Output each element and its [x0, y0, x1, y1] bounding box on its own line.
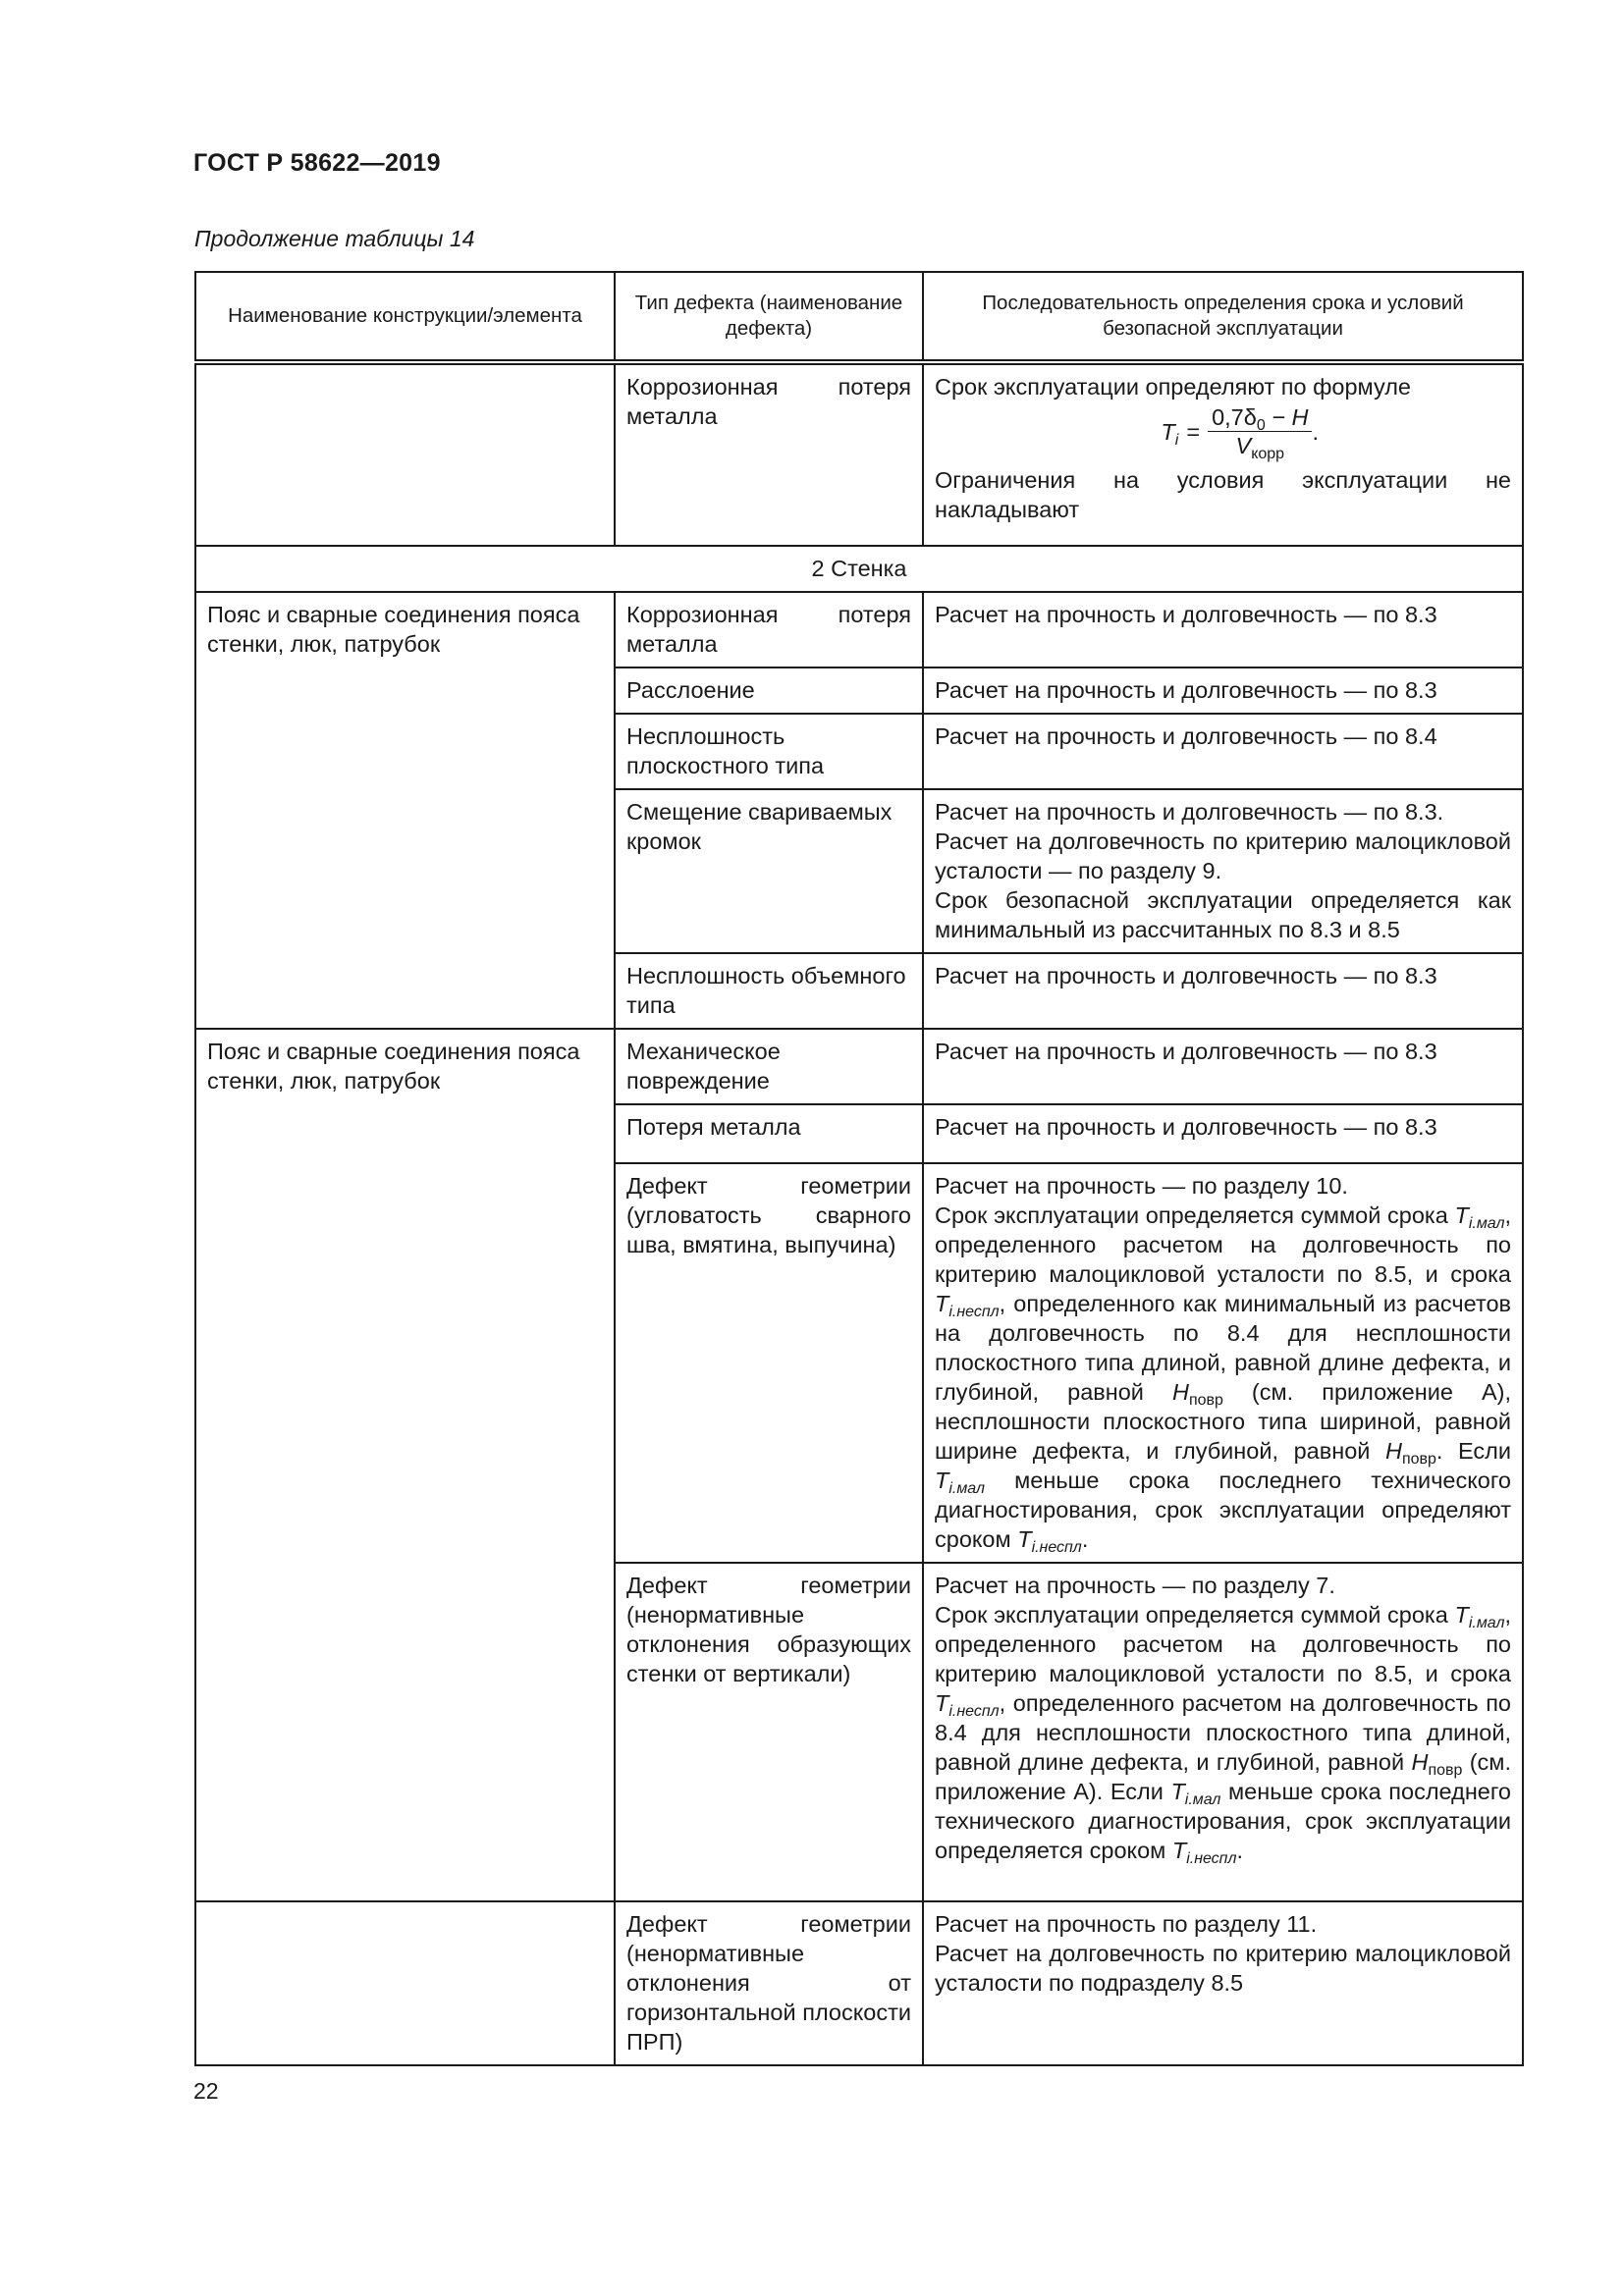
header-defect-type: Тип дефекта (наименование дефекта)	[615, 272, 923, 362]
element-cell	[195, 1901, 615, 2065]
defect-cell: Дефект геометрии (ненормативные отклонения образующих стенки от вертикали)	[615, 1563, 923, 1901]
procedure-cell: Расчет на прочность — по разделу 7. Срок эксплуатации определяется суммой срока $T_{i.мал}$, определенного расчетом на долговечность по критерию малоцикловой усталости по 8.5, и срока $T_{i.неспл}$, определенного расчетом на долговечность по 8.4 для несплошности плоскостного типа длиной, равной длине дефекта, и глубиной, равной $H_{повр}$ (см. приложение А). Если $T_{i.мал}$ меньше срока последнего технического диагностирования, срок эксплуатации определяется сроком $T_{i.неспл}$.	[923, 1563, 1523, 1901]
defects-table	[194, 271, 1524, 2066]
defect-cell: Дефект геометрии (угловатость сварного шва, вмятина, выпучина)	[615, 1163, 923, 1563]
section-title: 2 Стенка	[195, 546, 1523, 592]
procedure-cell: Расчет на прочность и долговечность — по 8.3. Расчет на долговечность по критерию малоцикловой усталости — по разделу 9. Срок безопасной эксплуатации определяется как минимальный из рассчитанных по 8.3 и 8.5	[923, 789, 1523, 953]
procedure-cell: Расчет на прочность и долговечность — по 8.3	[923, 667, 1523, 714]
section-row	[195, 546, 1523, 592]
procedure-cell: Расчет на прочность и долговечность — по 8.3	[923, 1029, 1523, 1104]
procedure-cell: Расчет на прочность по разделу 11. Расчет на долговечность по критерию малоцикловой усталости по подразделу 8.5	[923, 1901, 1523, 2065]
procedure-text: Ограничения на условия эксплуатации не накладывают	[935, 467, 1511, 522]
defect-cell: Коррозионная потеря металла	[615, 362, 923, 546]
element-cell: Пояс и сварные соединения пояса стенки, люк, патрубок	[195, 592, 615, 1029]
procedure-cell: Расчет на прочность и долговечность — по 8.3	[923, 1104, 1523, 1163]
procedure-cell: Расчет на прочность и долговечность — по 8.3	[923, 592, 1523, 667]
procedure-cell: Расчет на прочность — по разделу 10. Срок эксплуатации определяется суммой срока $T_{i.мал}$, определенного расчетом на долговечность по критерию малоцикловой усталости по 8.5, и срока $T_{i.неспл}$, определенного как минимальный из расчетов на долговечность по 8.4 для несплошности плоскостного типа длиной, равной длине дефекта, и глубиной, равной $H_{повр}$ (см. приложение А), несплошности плоскостного типа шириной, равной ширине дефекта, и глубиной, равной $H_{повр}$. Если $T_{i.мал}$ меньше срока последнего технического диагностирования, срок эксплуатации определяют сроком $T_{i.неспл}$.	[923, 1163, 1523, 1563]
procedure-cell	[923, 362, 1523, 546]
header-procedure: Последовательность определения срока и условий безопасной эксплуатации	[923, 272, 1523, 362]
element-cell: Пояс и сварные соединения пояса стенки, люк, патрубок	[195, 1029, 615, 1901]
defect-cell: Несплошность плоскостного типа	[615, 714, 923, 789]
defect-cell: Потеря металла	[615, 1104, 923, 1163]
table-continuation-caption: Продолжение таблицы 14	[194, 226, 475, 251]
defect-cell: Несплошность объемного типа	[615, 953, 923, 1029]
table-row	[195, 1901, 1523, 2065]
defect-cell: Коррозионная потеря металла	[615, 592, 923, 667]
element-cell	[195, 362, 615, 546]
procedure-cell: Расчет на прочность и долговечность — по 8.4	[923, 714, 1523, 789]
table-header-row	[195, 272, 1523, 362]
defect-cell: Смещение свариваемых кромок	[615, 789, 923, 953]
page-number: 22	[193, 2078, 219, 2104]
lifetime-formula: $T_i$ = $\frac{0,7\delta_0 - H}{V_{корр}}$ .	[1161, 404, 1319, 462]
procedure-text: Срок эксплуатации определяют по формуле	[935, 374, 1411, 400]
defect-cell: Механическое повреждение	[615, 1029, 923, 1104]
procedure-cell: Расчет на прочность и долговечность — по 8.3	[923, 953, 1523, 1029]
header-element: Наименование конструкции/элемента	[195, 272, 615, 362]
defect-cell: Дефект геометрии (ненормативные отклонения от горизонтальной плоскости ПРП)	[615, 1901, 923, 2065]
document-code: ГОСТ Р 58622—2019	[193, 149, 441, 177]
defect-cell: Расслоение	[615, 667, 923, 714]
table-row	[195, 362, 1523, 546]
table-row	[195, 1029, 1523, 1104]
table-row	[195, 592, 1523, 667]
